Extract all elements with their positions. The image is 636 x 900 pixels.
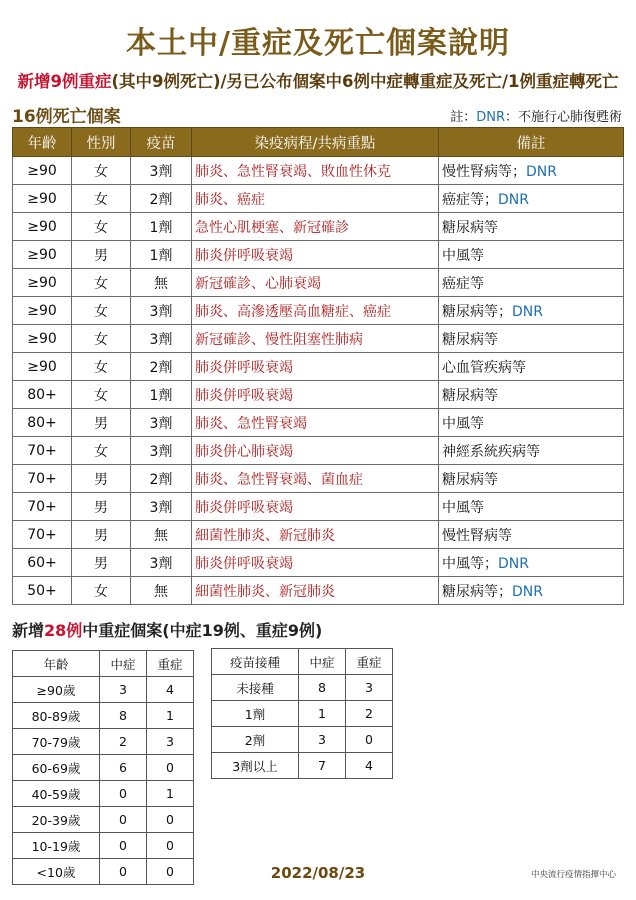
cell-age-group: 40-59歲 [13,781,100,807]
severe-col-header: 重症 [147,651,194,677]
cell-severe: 0 [147,807,194,833]
table-row [13,781,194,807]
cell-severe: 0 [147,755,194,781]
cell-vaccine: 無 [131,577,192,605]
table-row [13,521,624,549]
table-row [13,185,624,213]
page-title: 本土中/重症及死亡個案說明 [126,26,510,61]
table-row [13,213,624,241]
moderate-col-header: 中症 [299,649,346,675]
cell-moderate: 3 [100,677,147,703]
cell-severe: 3 [147,729,194,755]
cell-moderate: 8 [299,675,346,701]
cell-remark [439,465,624,493]
cell-vaccine: 1劑 [131,213,192,241]
cell-age: ≥90 [13,157,72,185]
cell-age: ≥90 [13,241,72,269]
vaccine-table-header-row [212,649,393,675]
cell-course: 肺炎併呼吸衰竭 [192,241,439,269]
cell-age-group: ≥90歲 [13,677,100,703]
cell-age: 70+ [13,521,72,549]
cell-age-group: <10歲 [13,859,100,885]
cell-remark [439,409,624,437]
cell-remark [439,549,624,577]
organization-name: 中央流行疫情指揮中心 [530,870,616,880]
remark-text: 糖尿病等； [442,583,512,600]
table-row [13,577,624,605]
cell-course: 肺炎、急性腎衰竭 [192,409,439,437]
cell-sex: 女 [72,325,131,353]
table-row [13,465,624,493]
remark-text: 糖尿病等 [442,331,498,348]
table-row [13,729,194,755]
table-row [13,269,624,297]
cell-age: ≥90 [13,213,72,241]
cell-severe: 0 [147,833,194,859]
cell-vaccine: 3劑 [131,409,192,437]
note-suffix: ：不施行心肺復甦術 [504,110,622,125]
cell-sex: 女 [72,185,131,213]
cell-age-group: 70-79歲 [13,729,100,755]
cell-age-group: 10-19歲 [13,833,100,859]
remark-text: 癌症等； [442,191,498,208]
cell-vaccine-status: 1劑 [212,701,299,727]
moderate-col-header: 中症 [100,651,147,677]
cell-moderate: 0 [100,833,147,859]
cell-course: 肺炎併呼吸衰竭 [192,493,439,521]
cell-vaccine: 3劑 [131,493,192,521]
remark-text: 糖尿病等 [442,387,498,404]
cell-course: 肺炎併呼吸衰竭 [192,549,439,577]
note-dnr: DNR [476,110,505,125]
cell-moderate: 7 [299,753,346,779]
age-table-header-row [13,651,194,677]
cell-sex: 女 [72,437,131,465]
cell-sex: 女 [72,213,131,241]
remark-text: 中風等 [442,415,484,432]
cell-sex: 女 [72,381,131,409]
cell-sex: 男 [72,465,131,493]
cell-vaccine: 2劑 [131,353,192,381]
cell-remark [439,577,624,605]
cell-remark [439,241,624,269]
cell-remark [439,157,624,185]
table-row [13,677,194,703]
cell-age: 70+ [13,465,72,493]
cell-age: ≥90 [13,353,72,381]
severe-col-header: 重症 [346,649,393,675]
cell-remark [439,521,624,549]
cell-sex: 男 [72,241,131,269]
cell-age: ≥90 [13,185,72,213]
cell-course: 肺炎、急性腎衰竭、菌血症 [192,465,439,493]
cell-vaccine: 2劑 [131,185,192,213]
severe-heading-post: 中重症個案(中症19例、重症9例) [82,621,323,640]
severe-heading-count: 28例 [44,621,83,640]
cell-vaccine: 無 [131,269,192,297]
cell-remark [439,381,624,409]
severe-heading-pre: 新增 [12,621,45,640]
cell-course: 肺炎、高滲透壓高血糖症、癌症 [192,297,439,325]
cell-moderate: 0 [100,807,147,833]
cell-course: 新冠確診、心肺衰竭 [192,269,439,297]
cell-age-group: 80-89歲 [13,703,100,729]
death-table-header-row [13,128,624,157]
cell-sex: 女 [72,157,131,185]
table-row [13,353,624,381]
cell-vaccine: 3劑 [131,549,192,577]
cell-remark [439,297,624,325]
cell-moderate: 0 [100,859,147,885]
col-header-remark: 備註 [439,128,624,157]
cell-vaccine: 1劑 [131,241,192,269]
remark-text: 糖尿病等 [442,219,498,236]
cell-severe: 4 [346,753,393,779]
table-row [13,409,624,437]
subtitle-highlight: 新增9例重症 [17,72,112,91]
cell-severe: 4 [147,677,194,703]
cell-age: 70+ [13,437,72,465]
cell-course: 細菌性肺炎、新冠肺炎 [192,577,439,605]
cell-course: 肺炎併心肺衰竭 [192,437,439,465]
cell-severe: 1 [147,781,194,807]
cell-severe: 1 [147,703,194,729]
remark-text: 糖尿病等； [442,303,512,320]
table-row [212,701,393,727]
table-row [13,381,624,409]
cell-course: 細菌性肺炎、新冠肺炎 [192,521,439,549]
cell-vaccine: 2劑 [131,465,192,493]
cell-course: 肺炎併呼吸衰竭 [192,381,439,409]
cell-vaccine: 無 [131,521,192,549]
cell-remark [439,213,624,241]
remark-text: 慢性腎病等； [442,163,526,180]
table-row [13,241,624,269]
table-row [13,807,194,833]
cell-remark [439,353,624,381]
cell-severe: 0 [147,859,194,885]
cell-course: 肺炎併呼吸衰竭 [192,353,439,381]
cell-vaccine-status: 3劑以上 [212,753,299,779]
table-row [13,493,624,521]
table-row [212,753,393,779]
cell-sex: 男 [72,521,131,549]
cell-vaccine-status: 2劑 [212,727,299,753]
table-row [13,325,624,353]
col-header-sex: 性別 [72,128,131,157]
remark-dnr: DNR [526,163,557,180]
table-row [13,703,194,729]
cell-vaccine: 3劑 [131,157,192,185]
cell-moderate: 1 [299,701,346,727]
remark-text: 糖尿病等 [442,471,498,488]
col-header-vaccine: 疫苗 [131,128,192,157]
remark-text: 神經系統疾病等 [442,443,540,460]
table-row [13,297,624,325]
cell-age: 80+ [13,381,72,409]
cell-remark [439,269,624,297]
vaccine-breakdown-table [211,648,393,779]
remark-text: 心血管疾病等 [442,359,526,376]
cell-age: 60+ [13,549,72,577]
cell-age: 80+ [13,409,72,437]
cell-severe: 3 [346,675,393,701]
cell-vaccine: 1劑 [131,381,192,409]
age-col-header: 年齡 [13,651,100,677]
cell-age: 50+ [13,577,72,605]
remark-text: 中風等； [442,555,498,572]
cell-course: 新冠確診、慢性阻塞性肺病 [192,325,439,353]
cell-age: ≥90 [13,297,72,325]
cell-age: ≥90 [13,325,72,353]
remark-dnr: DNR [498,191,529,208]
remark-text: 中風等 [442,499,484,516]
cell-sex: 男 [72,549,131,577]
age-breakdown-table [12,650,194,885]
cell-age: 70+ [13,493,72,521]
cell-age-group: 60-69歲 [13,755,100,781]
cell-severe: 0 [346,727,393,753]
vaccine-col-header: 疫苗接種 [212,649,299,675]
remark-dnr: DNR [512,303,543,320]
table-row [13,833,194,859]
cell-vaccine: 3劑 [131,297,192,325]
col-header-age: 年齡 [13,128,72,157]
cell-age-group: 20-39歲 [13,807,100,833]
severe-section-heading [12,618,322,641]
cell-remark [439,493,624,521]
cell-remark [439,325,624,353]
table-row [13,755,194,781]
cell-age: ≥90 [13,269,72,297]
cell-moderate: 0 [100,781,147,807]
subtitle-rest: (其中9例死亡)/另已公布個案中6例中症轉重症及死亡/1例重症轉死亡 [111,72,619,91]
cell-course: 肺炎、急性腎衰竭、敗血性休克 [192,157,439,185]
cell-sex: 女 [72,353,131,381]
dnr-note [450,106,622,125]
cell-vaccine: 3劑 [131,325,192,353]
remark-text: 中風等 [442,247,484,264]
col-header-course: 染疫病程/共病重點 [192,128,439,157]
cell-moderate: 6 [100,755,147,781]
cell-moderate: 8 [100,703,147,729]
cell-sex: 女 [72,297,131,325]
page-subtitle [0,68,636,92]
cell-moderate: 2 [100,729,147,755]
cell-sex: 女 [72,577,131,605]
table-row [13,157,624,185]
cell-remark [439,185,624,213]
cell-moderate: 3 [299,727,346,753]
note-prefix: 註： [450,110,477,125]
remark-dnr: DNR [498,555,529,572]
table-row [212,727,393,753]
remark-text: 慢性腎病等 [442,527,512,544]
remark-dnr: DNR [512,583,543,600]
cell-sex: 男 [72,409,131,437]
cell-vaccine-status: 未接種 [212,675,299,701]
death-section-heading: 16例死亡個案 [12,107,121,127]
report-date: 2022/08/23 [270,864,366,882]
remark-text: 癌症等 [442,275,484,292]
cell-remark [439,437,624,465]
cell-course: 急性心肌梗塞、新冠確診 [192,213,439,241]
table-row [212,675,393,701]
cell-sex: 男 [72,493,131,521]
cell-severe: 2 [346,701,393,727]
table-row [13,549,624,577]
table-row [13,437,624,465]
cell-sex: 女 [72,269,131,297]
death-cases-table [12,127,624,605]
cell-course: 肺炎、癌症 [192,185,439,213]
cell-vaccine: 3劑 [131,437,192,465]
